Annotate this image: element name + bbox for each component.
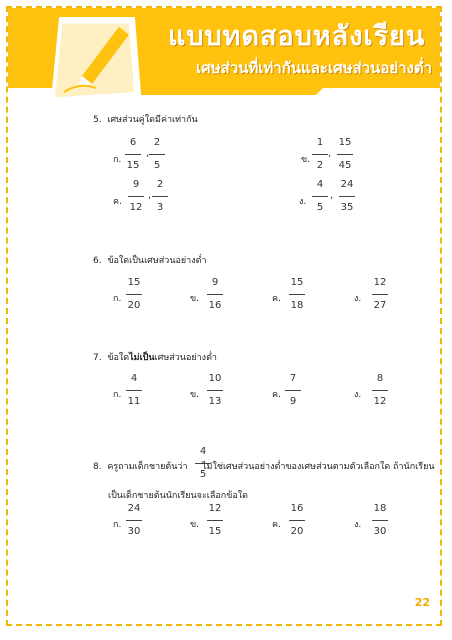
denominator: 5 — [316, 202, 324, 213]
numerator: 24 — [340, 179, 354, 190]
fraction — [202, 276, 228, 313]
fraction — [120, 136, 146, 173]
numerator: 9 — [211, 277, 219, 288]
numerator: 15 — [290, 277, 304, 288]
denominator: 15 — [126, 160, 140, 171]
fraction — [202, 502, 228, 539]
fraction-bar — [312, 196, 328, 197]
fraction — [367, 276, 393, 313]
option-label: ค. — [272, 520, 281, 530]
denominator: 2 — [316, 160, 324, 171]
fraction-bar — [149, 154, 165, 155]
option-label: ก. — [113, 155, 122, 165]
question-text: ข้อใดเป็นเศษส่วนอย่างต่ำ — [107, 256, 207, 266]
option-label: ค. — [272, 294, 281, 304]
numerator: 9 — [132, 179, 140, 190]
option-label: ข. — [301, 155, 311, 165]
numerator: 24 — [127, 503, 141, 514]
numerator: 8 — [376, 373, 384, 384]
fraction — [332, 136, 358, 173]
option-label: ก. — [113, 520, 122, 530]
page-subtitle: เศษส่วนที่เท่ากันและเศษส่วนอย่างต่ำ — [196, 59, 433, 77]
fraction — [147, 178, 173, 215]
denominator: 11 — [127, 396, 141, 407]
numerator: 12 — [208, 503, 222, 514]
numerator: 6 — [129, 137, 137, 148]
option-label: ก. — [113, 390, 122, 400]
fraction — [121, 276, 147, 313]
fraction-bar — [289, 520, 305, 521]
pencil-paper-icon — [22, 14, 152, 106]
fraction — [284, 502, 310, 539]
denominator: 20 — [127, 300, 141, 311]
denominator: 18 — [290, 300, 304, 311]
option-label: ข. — [190, 390, 200, 400]
option-label: ง. — [299, 197, 307, 207]
denominator: 12 — [373, 396, 387, 407]
numerator: 12 — [373, 277, 387, 288]
question-number: 5. — [93, 115, 102, 125]
denominator: 45 — [338, 160, 352, 171]
fraction-bar — [152, 196, 168, 197]
denominator: 15 — [208, 526, 222, 537]
fraction-bar — [285, 390, 301, 391]
denominator: 35 — [340, 202, 354, 213]
fraction — [123, 178, 152, 215]
fraction-bar — [312, 154, 328, 155]
denominator: 27 — [373, 300, 387, 311]
separator: , — [330, 190, 334, 201]
fraction — [144, 136, 170, 173]
denominator: 3 — [156, 202, 164, 213]
numerator: 2 — [156, 179, 164, 190]
numerator: 16 — [290, 503, 304, 514]
question-number: 6. — [93, 256, 102, 266]
question-number: 8. — [93, 462, 102, 472]
option-label: ง. — [354, 520, 362, 530]
question-emphasis: ไม่เป็น — [129, 353, 155, 363]
fraction-bar — [126, 294, 142, 295]
denominator: 30 — [127, 526, 141, 537]
option-label: ง. — [354, 390, 362, 400]
fraction-bar — [125, 154, 141, 155]
numerator: 1 — [316, 137, 324, 148]
numerator: 10 — [208, 373, 222, 384]
denominator: 30 — [373, 526, 387, 537]
fraction-bar — [207, 520, 223, 521]
fraction — [367, 372, 393, 409]
option-label: ง. — [354, 294, 362, 304]
numerator: 15 — [338, 137, 352, 148]
fraction-bar — [126, 520, 142, 521]
fraction — [121, 372, 147, 409]
fraction-bar — [126, 390, 142, 391]
denominator: 5 — [199, 469, 207, 480]
separator: , — [328, 148, 332, 159]
fraction — [280, 372, 306, 409]
fraction-bar — [128, 196, 144, 197]
numerator: 7 — [289, 373, 297, 384]
fraction — [121, 502, 147, 539]
option-label: ข. — [190, 520, 200, 530]
question-text-continued: ไม่ใช่เศษส่วนอย่างต่ำของเศษส่วนตามตัวเลือกใด ถ้านักเรียน — [202, 462, 435, 472]
page-title: แบบทดสอบหลังเรียน — [168, 21, 426, 52]
question-text: เศษส่วนอย่างต่ำ — [154, 353, 217, 363]
denominator: 5 — [153, 160, 161, 171]
numerator: 4 — [316, 179, 324, 190]
fraction-bar — [289, 294, 305, 295]
fraction-bar — [337, 154, 353, 155]
question-text: ครูถามเด็กชายต้นว่า — [107, 462, 188, 472]
fraction — [284, 276, 310, 313]
fraction-bar — [339, 196, 355, 197]
question-text: เศษส่วนคู่ใดมีค่าเท่ากัน — [107, 115, 198, 125]
question-8 — [93, 459, 188, 473]
option-label: ค. — [113, 197, 122, 207]
separator: , — [146, 148, 150, 159]
question-5 — [93, 112, 198, 126]
fraction-bar — [372, 390, 388, 391]
fraction-bar — [207, 390, 223, 391]
denominator: 9 — [289, 396, 297, 407]
question-text-line2: เป็นเด็กชายต้นนักเรียนจะเลือกข้อใด — [108, 491, 249, 501]
denominator: 16 — [208, 300, 222, 311]
numerator: 18 — [373, 503, 387, 514]
numerator: 15 — [127, 277, 141, 288]
fraction — [334, 178, 360, 215]
denominator: 20 — [290, 526, 304, 537]
fraction — [202, 372, 228, 409]
fraction-bar — [372, 520, 388, 521]
option-label: ค. — [272, 390, 281, 400]
page-number: 22 — [414, 596, 430, 609]
fraction — [367, 502, 393, 539]
question-text: ข้อใด — [107, 353, 130, 363]
question-number: 7. — [93, 353, 102, 363]
fraction-bar — [372, 294, 388, 295]
separator: , — [148, 190, 152, 201]
fraction-bar — [207, 294, 223, 295]
option-label: ก. — [113, 294, 122, 304]
denominator: 12 — [129, 202, 143, 213]
numerator: 4 — [199, 446, 207, 457]
denominator: 13 — [208, 396, 222, 407]
option-label: ข. — [190, 294, 200, 304]
question-7 — [93, 350, 217, 364]
question-6 — [93, 253, 207, 267]
numerator: 4 — [130, 373, 138, 384]
numerator: 2 — [153, 137, 161, 148]
